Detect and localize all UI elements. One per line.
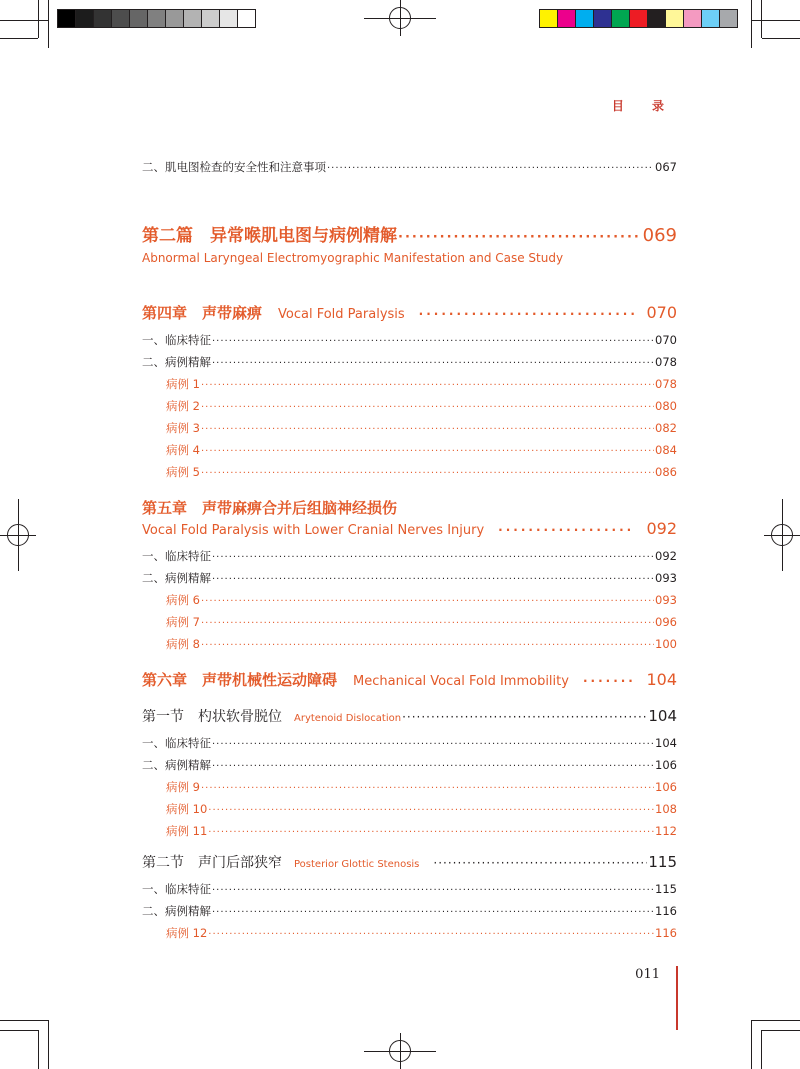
toc-section[interactable]	[142, 852, 677, 872]
case-label: 病例 11	[166, 824, 208, 838]
toc-part[interactable]	[142, 221, 677, 246]
toc-entry-page: 067	[655, 160, 677, 174]
registration-line	[18, 499, 19, 571]
case-page: 093	[655, 593, 677, 607]
page-number-rule	[676, 966, 678, 1030]
section-title: 第一节 杓状软骨脱位	[142, 709, 282, 725]
dot-leader	[212, 552, 654, 563]
case-label: 病例 1	[166, 377, 200, 391]
toc-entry[interactable]	[142, 332, 677, 348]
crop-mark	[0, 38, 38, 39]
toc-entry-label: 二、病例精解	[142, 758, 211, 772]
toc-entry-page: 092	[655, 549, 677, 563]
section-page: 115	[648, 853, 677, 871]
toc-entry-label: 二、病例精解	[142, 571, 211, 585]
crop-mark	[751, 0, 752, 48]
toc-case[interactable]	[142, 779, 677, 795]
toc-entry-page: 070	[655, 333, 677, 347]
case-page: 080	[655, 399, 677, 413]
crop-mark	[761, 0, 762, 38]
part-page: 069	[642, 225, 677, 246]
toc-case[interactable]	[142, 614, 677, 630]
color-bar	[539, 9, 737, 28]
toc-entry-label: 二、病例精解	[142, 904, 211, 918]
crop-mark	[752, 1020, 800, 1021]
part-english-title: Abnormal Laryngeal Electromyographic Manifestation and Case Study	[142, 251, 564, 265]
toc-case[interactable]	[142, 464, 677, 480]
dot-leader	[212, 358, 654, 369]
toc-case[interactable]	[142, 376, 677, 392]
toc-entry-page: 078	[655, 355, 677, 369]
case-label: 病例 12	[166, 926, 208, 940]
dot-leader	[327, 163, 654, 174]
running-head: 目 录	[611, 99, 676, 113]
toc-chapter[interactable]	[142, 669, 677, 690]
toc-case[interactable]	[142, 801, 677, 817]
dot-leader	[201, 596, 654, 607]
crop-mark	[48, 1020, 49, 1069]
toc-entry-page: 106	[655, 758, 677, 772]
case-page: 086	[655, 465, 677, 479]
toc-entry-label: 二、肌电图检查的安全性和注意事项	[142, 160, 326, 174]
dot-leader	[201, 446, 654, 457]
toc-entry[interactable]	[142, 735, 677, 751]
registration-line	[782, 499, 783, 571]
chapter-title: 第五章 声带麻痹合并后组脑神经损伤	[142, 499, 398, 517]
case-page: 112	[655, 824, 677, 838]
toc-entry-page: 093	[655, 571, 677, 585]
dot-leader	[208, 805, 654, 816]
crop-mark	[762, 1030, 800, 1031]
case-label: 病例 2	[166, 399, 200, 413]
toc-entry[interactable]	[142, 757, 677, 773]
dot-leader	[212, 739, 654, 750]
crop-mark	[0, 1020, 48, 1021]
registration-line	[400, 0, 401, 36]
dot-leader	[201, 468, 654, 479]
section-english-title: Arytenoid Dislocation	[294, 713, 402, 724]
case-page: 100	[655, 637, 677, 651]
dot-leader	[201, 618, 654, 629]
dot-leader	[212, 907, 654, 918]
dot-leader	[433, 856, 647, 870]
dot-leader	[208, 929, 654, 940]
toc-section[interactable]	[142, 706, 677, 726]
case-label: 病例 7	[166, 615, 200, 629]
dot-leader	[212, 885, 654, 896]
case-label: 病例 5	[166, 465, 200, 479]
case-page: 108	[655, 802, 677, 816]
case-label: 病例 6	[166, 593, 200, 607]
toc-entry[interactable]	[142, 548, 677, 564]
case-page: 096	[655, 615, 677, 629]
section-title: 第二节 声门后部狭窄	[142, 855, 282, 871]
crop-mark	[0, 20, 48, 21]
crop-mark	[752, 20, 800, 21]
dot-leader	[212, 761, 654, 772]
dot-leader	[402, 710, 647, 724]
toc-case[interactable]	[142, 592, 677, 608]
toc-case[interactable]	[142, 398, 677, 414]
crop-mark	[38, 0, 39, 38]
chapter-english-title: Vocal Fold Paralysis	[278, 307, 405, 322]
toc-entry[interactable]	[142, 881, 677, 897]
case-label: 病例 8	[166, 637, 200, 651]
page-number: 011	[635, 967, 660, 982]
dot-leader	[419, 307, 635, 321]
dot-leader	[201, 640, 654, 651]
toc-case[interactable]	[142, 925, 677, 941]
case-page: 106	[655, 780, 677, 794]
dot-leader	[201, 380, 654, 391]
part-title: 第二篇 异常喉肌电图与病例精解	[142, 226, 397, 246]
toc-entry-label: 二、病例精解	[142, 355, 211, 369]
case-label: 病例 9	[166, 780, 200, 794]
toc-entry-page: 104	[655, 736, 677, 750]
toc-entry-page: 116	[655, 904, 677, 918]
dot-leader	[212, 574, 654, 585]
toc-case[interactable]	[142, 420, 677, 436]
case-page: 082	[655, 421, 677, 435]
chapter-page: 092	[646, 519, 677, 538]
toc-case[interactable]	[142, 636, 677, 652]
section-english-title: Posterior Glottic Stenosis	[294, 859, 420, 870]
crop-mark	[751, 1020, 752, 1069]
case-page: 078	[655, 377, 677, 391]
dot-leader	[201, 402, 654, 413]
case-label: 病例 4	[166, 443, 200, 457]
toc-entry-page: 115	[655, 882, 677, 896]
dot-leader	[583, 674, 635, 688]
section-page: 104	[648, 707, 677, 725]
dot-leader	[498, 523, 634, 537]
toc-entry-label: 一、临床特征	[142, 736, 211, 750]
registration-line	[400, 1033, 401, 1069]
chapter-page: 070	[646, 303, 677, 322]
toc-entry[interactable]	[142, 570, 677, 586]
case-page: 116	[655, 926, 677, 940]
toc-entry[interactable]	[142, 903, 677, 919]
crop-mark	[48, 0, 49, 48]
toc-case[interactable]	[142, 823, 677, 839]
chapter-english-title: Vocal Fold Paralysis with Lower Cranial Nerves Injury	[142, 523, 485, 538]
toc-chapter[interactable]	[142, 302, 677, 323]
toc-entry-label: 一、临床特征	[142, 549, 211, 563]
crop-mark	[0, 1030, 38, 1031]
dot-leader	[212, 336, 654, 347]
chapter-title: 第四章 声带麻痹	[142, 304, 263, 322]
dot-leader	[201, 783, 654, 794]
case-page: 084	[655, 443, 677, 457]
chapter-title: 第六章 声带机械性运动障碍	[142, 671, 338, 689]
case-label: 病例 10	[166, 802, 208, 816]
crop-mark	[38, 1030, 39, 1069]
toc-entry[interactable]	[142, 354, 677, 370]
crop-mark	[761, 1030, 762, 1069]
chapter-page: 104	[646, 670, 677, 689]
toc-entry[interactable]	[142, 159, 677, 175]
toc-case[interactable]	[142, 442, 677, 458]
toc-chapter[interactable]	[142, 519, 677, 538]
case-label: 病例 3	[166, 421, 200, 435]
toc-entry-label: 一、临床特征	[142, 882, 211, 896]
dot-leader	[208, 827, 654, 838]
dot-leader	[201, 424, 654, 435]
dot-leader	[398, 230, 642, 245]
crop-mark	[762, 38, 800, 39]
chapter-english-title: Mechanical Vocal Fold Immobility	[353, 674, 569, 689]
grayscale-bar	[57, 9, 255, 28]
toc-entry-label: 一、临床特征	[142, 333, 211, 347]
